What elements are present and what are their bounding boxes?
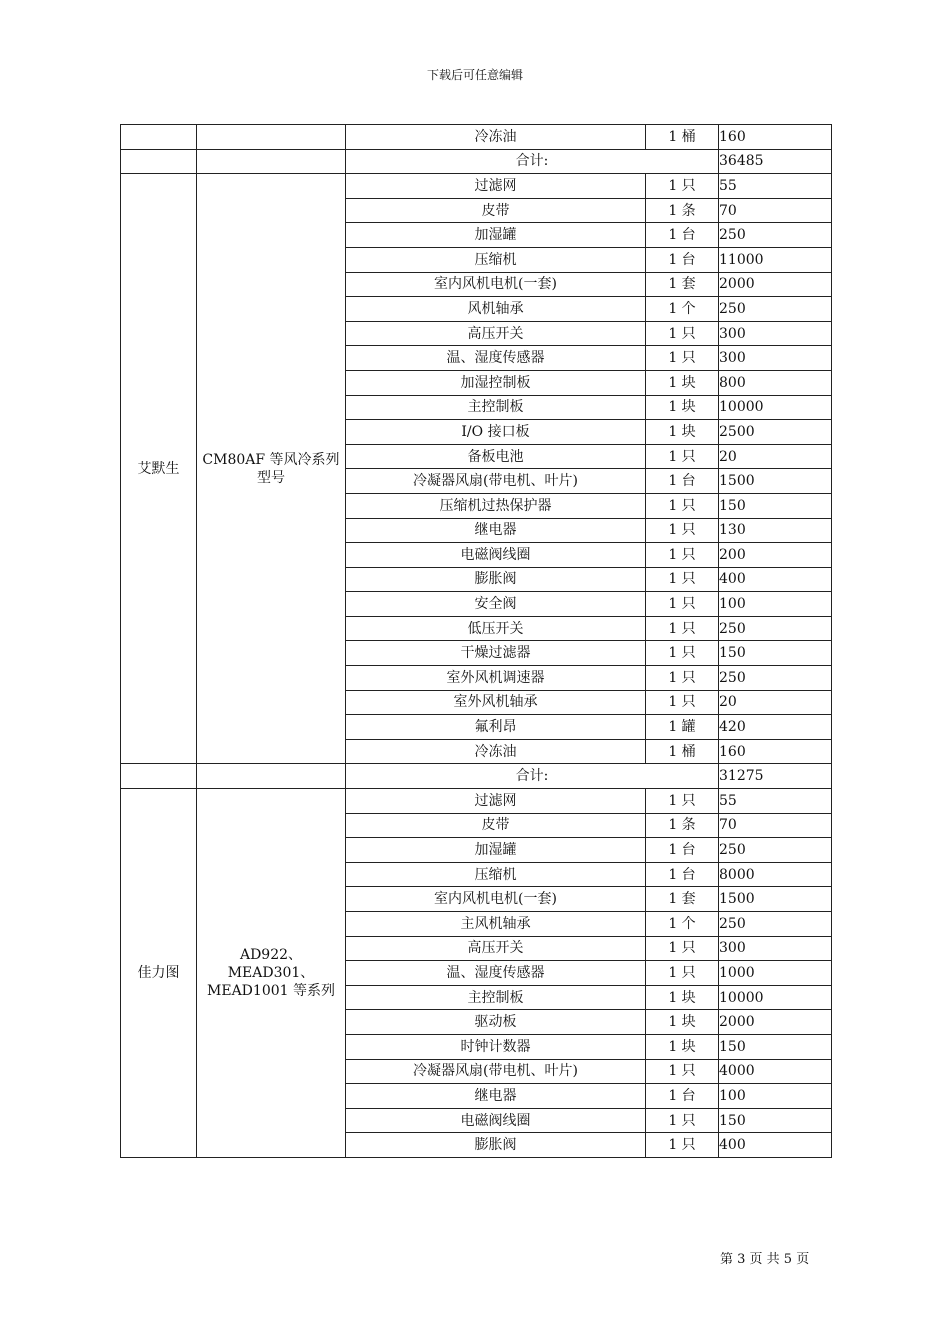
price-cell: 10000 [719,395,832,420]
part-name-cell: 主控制板 [346,395,646,420]
part-name-cell: 膨胀阀 [346,567,646,592]
part-name-cell: 膨胀阀 [346,1133,646,1158]
price-cell: 250 [719,838,832,863]
quantity-cell: 1 台 [646,838,719,863]
price-cell: 100 [719,1084,832,1109]
price-cell: 70 [719,198,832,223]
quantity-cell: 1 只 [646,592,719,617]
brand-cell-empty [121,149,197,174]
part-name-cell: 继电器 [346,1084,646,1109]
quantity-cell: 1 只 [646,321,719,346]
price-cell: 11000 [719,247,832,272]
price-cell: 150 [719,493,832,518]
quantity-cell: 1 台 [646,247,719,272]
price-cell: 400 [719,567,832,592]
part-name-cell: 加湿罐 [346,223,646,248]
page-header: 下载后可任意编辑 [426,68,523,82]
price-cell: 20 [719,444,832,469]
price-cell: 150 [719,1108,832,1133]
part-name-cell: 继电器 [346,518,646,543]
part-name-cell: 干燥过滤器 [346,641,646,666]
part-name-cell: 压缩机过热保护器 [346,493,646,518]
quantity-cell: 1 只 [646,444,719,469]
brand-cell: 艾默生 [121,174,197,764]
part-name-cell: 高压开关 [346,936,646,961]
quantity-cell: 1 块 [646,395,719,420]
price-cell: 1500 [719,887,832,912]
quantity-cell: 1 只 [646,936,719,961]
price-cell: 2000 [719,1010,832,1035]
quantity-cell: 1 只 [646,666,719,691]
price-cell: 250 [719,666,832,691]
price-cell: 160 [719,125,832,150]
part-name-cell: 过滤网 [346,174,646,199]
model-cell: CM80AF 等风冷系列型号 [197,174,346,764]
quantity-cell: 1 只 [646,543,719,568]
part-name-cell: 加湿控制板 [346,370,646,395]
part-name-cell: 加湿罐 [346,838,646,863]
price-cell: 1500 [719,469,832,494]
quantity-cell: 1 块 [646,370,719,395]
total-row [121,764,832,789]
price-cell: 300 [719,346,832,371]
price-cell: 150 [719,1034,832,1059]
quantity-cell: 1 块 [646,420,719,445]
model-cell-empty [197,764,346,789]
total-label-cell: 合计: [346,764,719,789]
part-name-cell: 室外风机调速器 [346,666,646,691]
part-name-cell: 风机轴承 [346,297,646,322]
part-name-cell: 驱动板 [346,1010,646,1035]
quantity-cell: 1 块 [646,985,719,1010]
quantity-cell: 1 只 [646,346,719,371]
price-cell: 150 [719,641,832,666]
part-name-cell: 室内风机电机(一套) [346,272,646,297]
quantity-cell: 1 只 [646,567,719,592]
price-cell: 130 [719,518,832,543]
quantity-cell: 1 只 [646,493,719,518]
part-name-cell: 电磁阀线圈 [346,1108,646,1133]
part-name-cell: 时钟计数器 [346,1034,646,1059]
part-name-cell: 室外风机轴承 [346,690,646,715]
price-cell: 8000 [719,862,832,887]
total-row [121,149,832,174]
quantity-cell: 1 只 [646,1133,719,1158]
quantity-cell: 1 只 [646,690,719,715]
model-cell-empty [197,149,346,174]
quantity-cell: 1 只 [646,961,719,986]
model-cell: AD922、MEAD301、MEAD1001 等系列 [197,789,346,1158]
part-name-cell: 冷凝器风扇(带电机、叶片) [346,1059,646,1084]
part-name-cell: 氟利昂 [346,715,646,740]
total-value-cell: 36485 [719,149,832,174]
quantity-cell: 1 只 [646,1108,719,1133]
price-cell: 55 [719,789,832,814]
price-cell: 70 [719,813,832,838]
quantity-cell: 1 台 [646,469,719,494]
price-cell: 400 [719,1133,832,1158]
model-cell-empty [197,125,346,150]
quantity-cell: 1 罐 [646,715,719,740]
total-label-cell: 合计: [346,149,719,174]
part-name-cell: 皮带 [346,198,646,223]
part-name-cell: 室内风机电机(一套) [346,887,646,912]
quantity-cell: 1 桶 [646,739,719,764]
quantity-cell: 1 桶 [646,125,719,150]
part-name-cell: 主风机轴承 [346,912,646,937]
part-name-cell: 皮带 [346,813,646,838]
part-name-cell: 过滤网 [346,789,646,814]
quantity-cell: 1 个 [646,297,719,322]
quantity-cell: 1 只 [646,1059,719,1084]
part-name-cell: 低压开关 [346,616,646,641]
part-name-cell: 冷凝器风扇(带电机、叶片) [346,469,646,494]
quantity-cell: 1 套 [646,887,719,912]
brand-cell-empty [121,764,197,789]
price-cell: 2500 [719,420,832,445]
brand-cell-empty [121,125,197,150]
table-row [121,125,832,150]
quantity-cell: 1 只 [646,174,719,199]
part-name-cell: 电磁阀线圈 [346,543,646,568]
price-cell: 20 [719,690,832,715]
quantity-cell: 1 只 [646,789,719,814]
brand-cell: 佳力图 [121,789,197,1158]
price-cell: 250 [719,616,832,641]
price-cell: 250 [719,297,832,322]
part-name-cell: 安全阀 [346,592,646,617]
price-cell: 800 [719,370,832,395]
price-cell: 4000 [719,1059,832,1084]
quantity-cell: 1 个 [646,912,719,937]
part-name-cell: 备板电池 [346,444,646,469]
quantity-cell: 1 套 [646,272,719,297]
price-cell: 2000 [719,272,832,297]
spare-parts-table [120,124,832,1158]
page-footer: 第 3 页 共 5 页 [720,1252,810,1267]
price-cell: 300 [719,936,832,961]
part-name-cell: 压缩机 [346,247,646,272]
price-cell: 300 [719,321,832,346]
part-name-cell: 温、湿度传感器 [346,346,646,371]
quantity-cell: 1 块 [646,1010,719,1035]
quantity-cell: 1 条 [646,813,719,838]
price-cell: 420 [719,715,832,740]
quantity-cell: 1 台 [646,862,719,887]
price-cell: 250 [719,912,832,937]
part-name-cell: 温、湿度传感器 [346,961,646,986]
part-name-cell: 压缩机 [346,862,646,887]
quantity-cell: 1 只 [646,518,719,543]
quantity-cell: 1 只 [646,641,719,666]
price-cell: 200 [719,543,832,568]
quantity-cell: 1 条 [646,198,719,223]
quantity-cell: 1 台 [646,223,719,248]
part-name-cell: 冷冻油 [346,739,646,764]
price-cell: 10000 [719,985,832,1010]
table-row [121,174,832,199]
price-cell: 100 [719,592,832,617]
total-value-cell: 31275 [719,764,832,789]
part-name-cell: I/O 接口板 [346,420,646,445]
price-cell: 160 [719,739,832,764]
price-cell: 55 [719,174,832,199]
part-name-cell: 高压开关 [346,321,646,346]
price-cell: 250 [719,223,832,248]
quantity-cell: 1 只 [646,616,719,641]
part-name-cell: 主控制板 [346,985,646,1010]
quantity-cell: 1 台 [646,1084,719,1109]
price-cell: 1000 [719,961,832,986]
table-row [121,789,832,814]
quantity-cell: 1 块 [646,1034,719,1059]
part-name-cell: 冷冻油 [346,125,646,150]
